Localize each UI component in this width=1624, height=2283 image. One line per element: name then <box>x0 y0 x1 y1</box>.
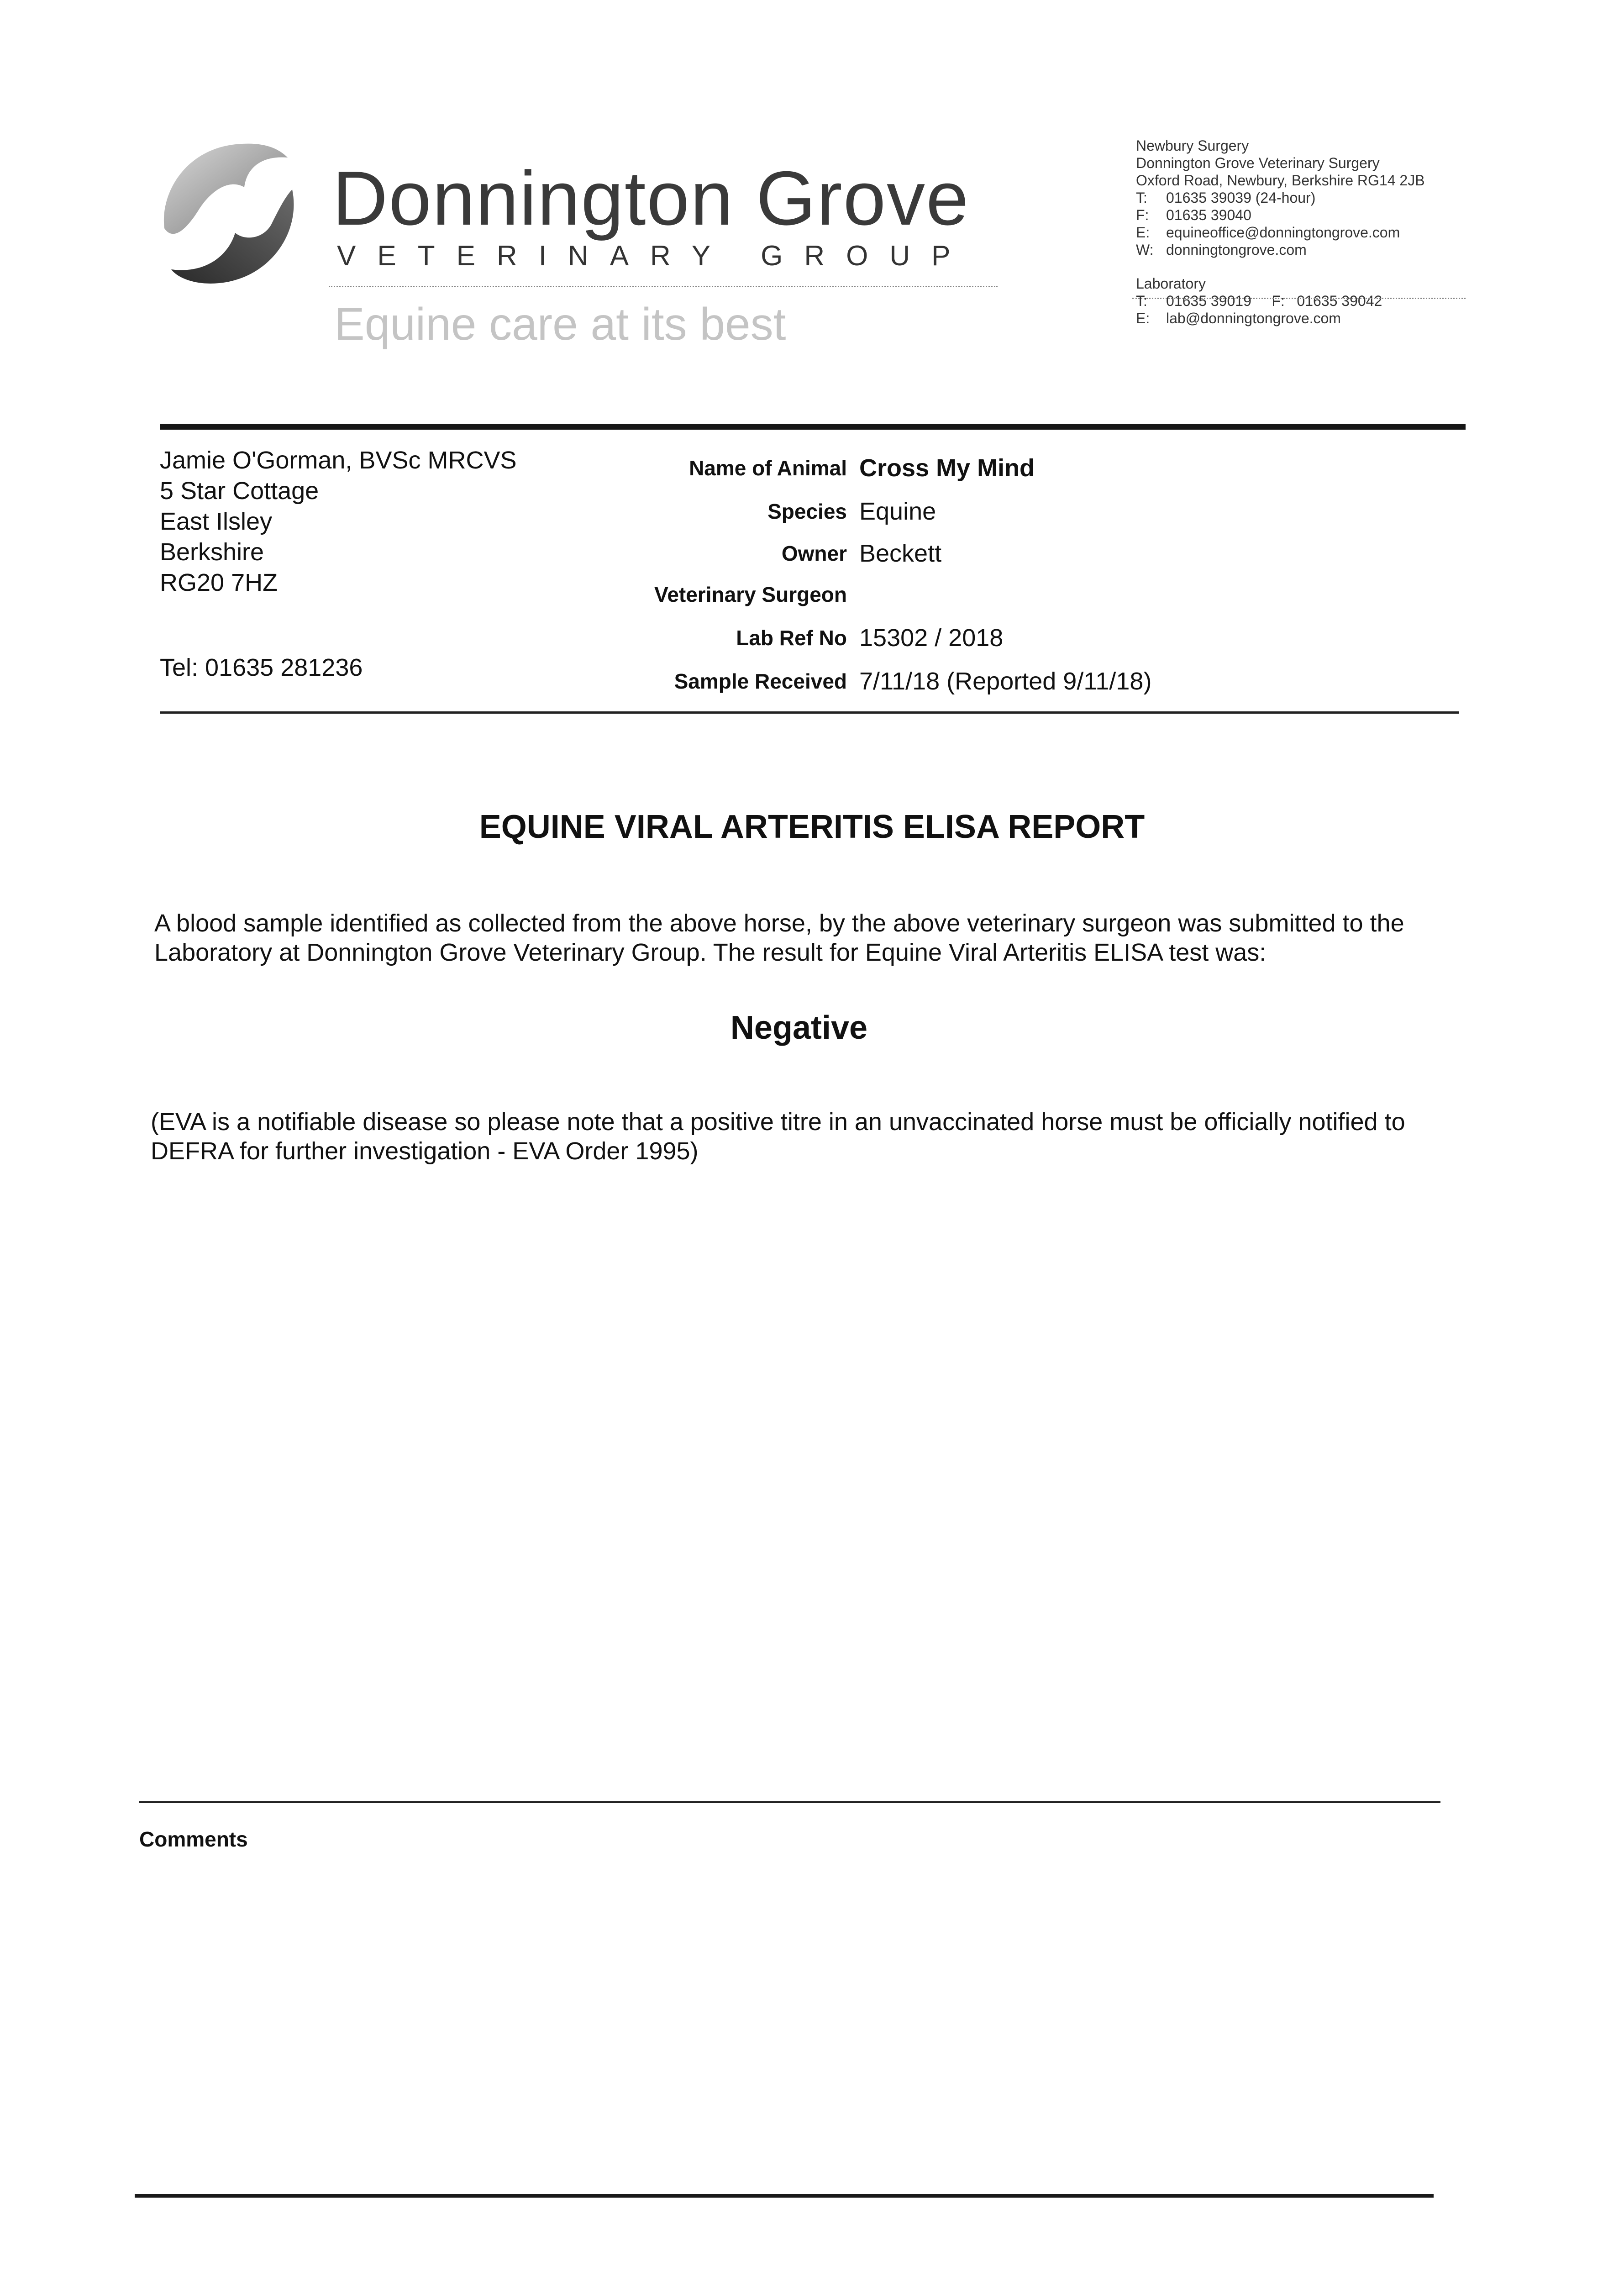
surgeon-label: Veterinary Surgeon <box>654 583 847 606</box>
sample-value: 7/11/18 (Reported 9/11/18) <box>859 668 1152 695</box>
owner-label: Owner <box>781 542 847 565</box>
name-label: Name of Animal <box>689 456 847 480</box>
surgery-name: Donnington Grove Veterinary Surgery <box>1136 155 1380 171</box>
owner-value: Beckett <box>859 540 942 567</box>
lab-email-label: E: <box>1136 310 1150 326</box>
lab-email: lab@donningtongrove.com <box>1166 310 1341 326</box>
address-line: RG20 7HZ <box>160 569 278 596</box>
surgery-phone: 01635 39039 (24-hour) <box>1166 189 1316 206</box>
recipient-name: Jamie O'Gorman, BVSc MRCVS <box>160 447 517 474</box>
lab-ref-label: Lab Ref No <box>736 626 847 650</box>
comments-label: Comments <box>139 1827 248 1851</box>
comments-rule <box>139 1801 1440 1803</box>
surgery-heading: Newbury Surgery <box>1136 137 1249 154</box>
footer-rule <box>135 2194 1434 2198</box>
lab-fax: 01635 39042 <box>1297 293 1382 309</box>
recipient-address <box>160 445 517 598</box>
tagline: Equine care at its best <box>334 299 786 350</box>
address-line: 5 Star Cottage <box>160 477 319 505</box>
brand-subtitle: VETERINARY GROUP <box>337 240 972 272</box>
details-rule <box>160 711 1459 714</box>
sample-label: Sample Received <box>674 669 847 693</box>
lab-ref-value: 15302 / 2018 <box>859 624 1004 652</box>
eva-note: (EVA is a notifiable disease so please note that a positive titre in an unvaccinated horse must be officially notified to DEFRA for further investigation - EVA Order 1995) <box>151 1108 1405 1165</box>
brand-name: Donnington Grove <box>332 155 970 241</box>
report-title: EQUINE VIRAL ARTERITIS ELISA REPORT <box>479 809 1145 845</box>
contact-divider <box>1132 298 1466 299</box>
header-rule <box>160 424 1466 430</box>
lab-heading: Laboratory <box>1136 275 1206 292</box>
surgery-fax: 01635 39040 <box>1166 207 1251 223</box>
address-line: East Ilsley <box>160 508 273 535</box>
surgery-email: equineoffice@donningtongrove.com <box>1166 224 1400 241</box>
brand-divider <box>329 286 998 287</box>
lab-fax-label: F: <box>1272 293 1285 309</box>
recipient-tel: Tel: 01635 281236 <box>160 654 363 681</box>
animal-name: Cross My Mind <box>859 454 1035 482</box>
species-label: Species <box>767 500 847 523</box>
surgery-web-label: W: <box>1136 242 1154 258</box>
species-value: Equine <box>859 498 936 525</box>
surgery-email-label: E: <box>1136 224 1150 241</box>
surgery-fax-label: F: <box>1136 207 1149 223</box>
surgery-phone-label: T: <box>1136 189 1147 206</box>
address-line: Berkshire <box>160 538 264 566</box>
report-paragraph: A blood sample identified as collected from the above horse, by the above veterinary surgeon was submitted to the Laboratory at Donnington Grove Veterinary Group. The result for Equine Viral Arteritis ELISA test was: <box>154 910 1404 966</box>
surgery-address: Oxford Road, Newbury, Berkshire RG14 2JB <box>1136 172 1425 189</box>
test-result: Negative <box>730 1010 868 1046</box>
donnington-grove-logo <box>155 137 306 292</box>
lab-phone-label: T: <box>1136 293 1147 309</box>
lab-phone: 01635 39019 <box>1166 293 1251 309</box>
surgery-web: donningtongrove.com <box>1166 242 1307 258</box>
